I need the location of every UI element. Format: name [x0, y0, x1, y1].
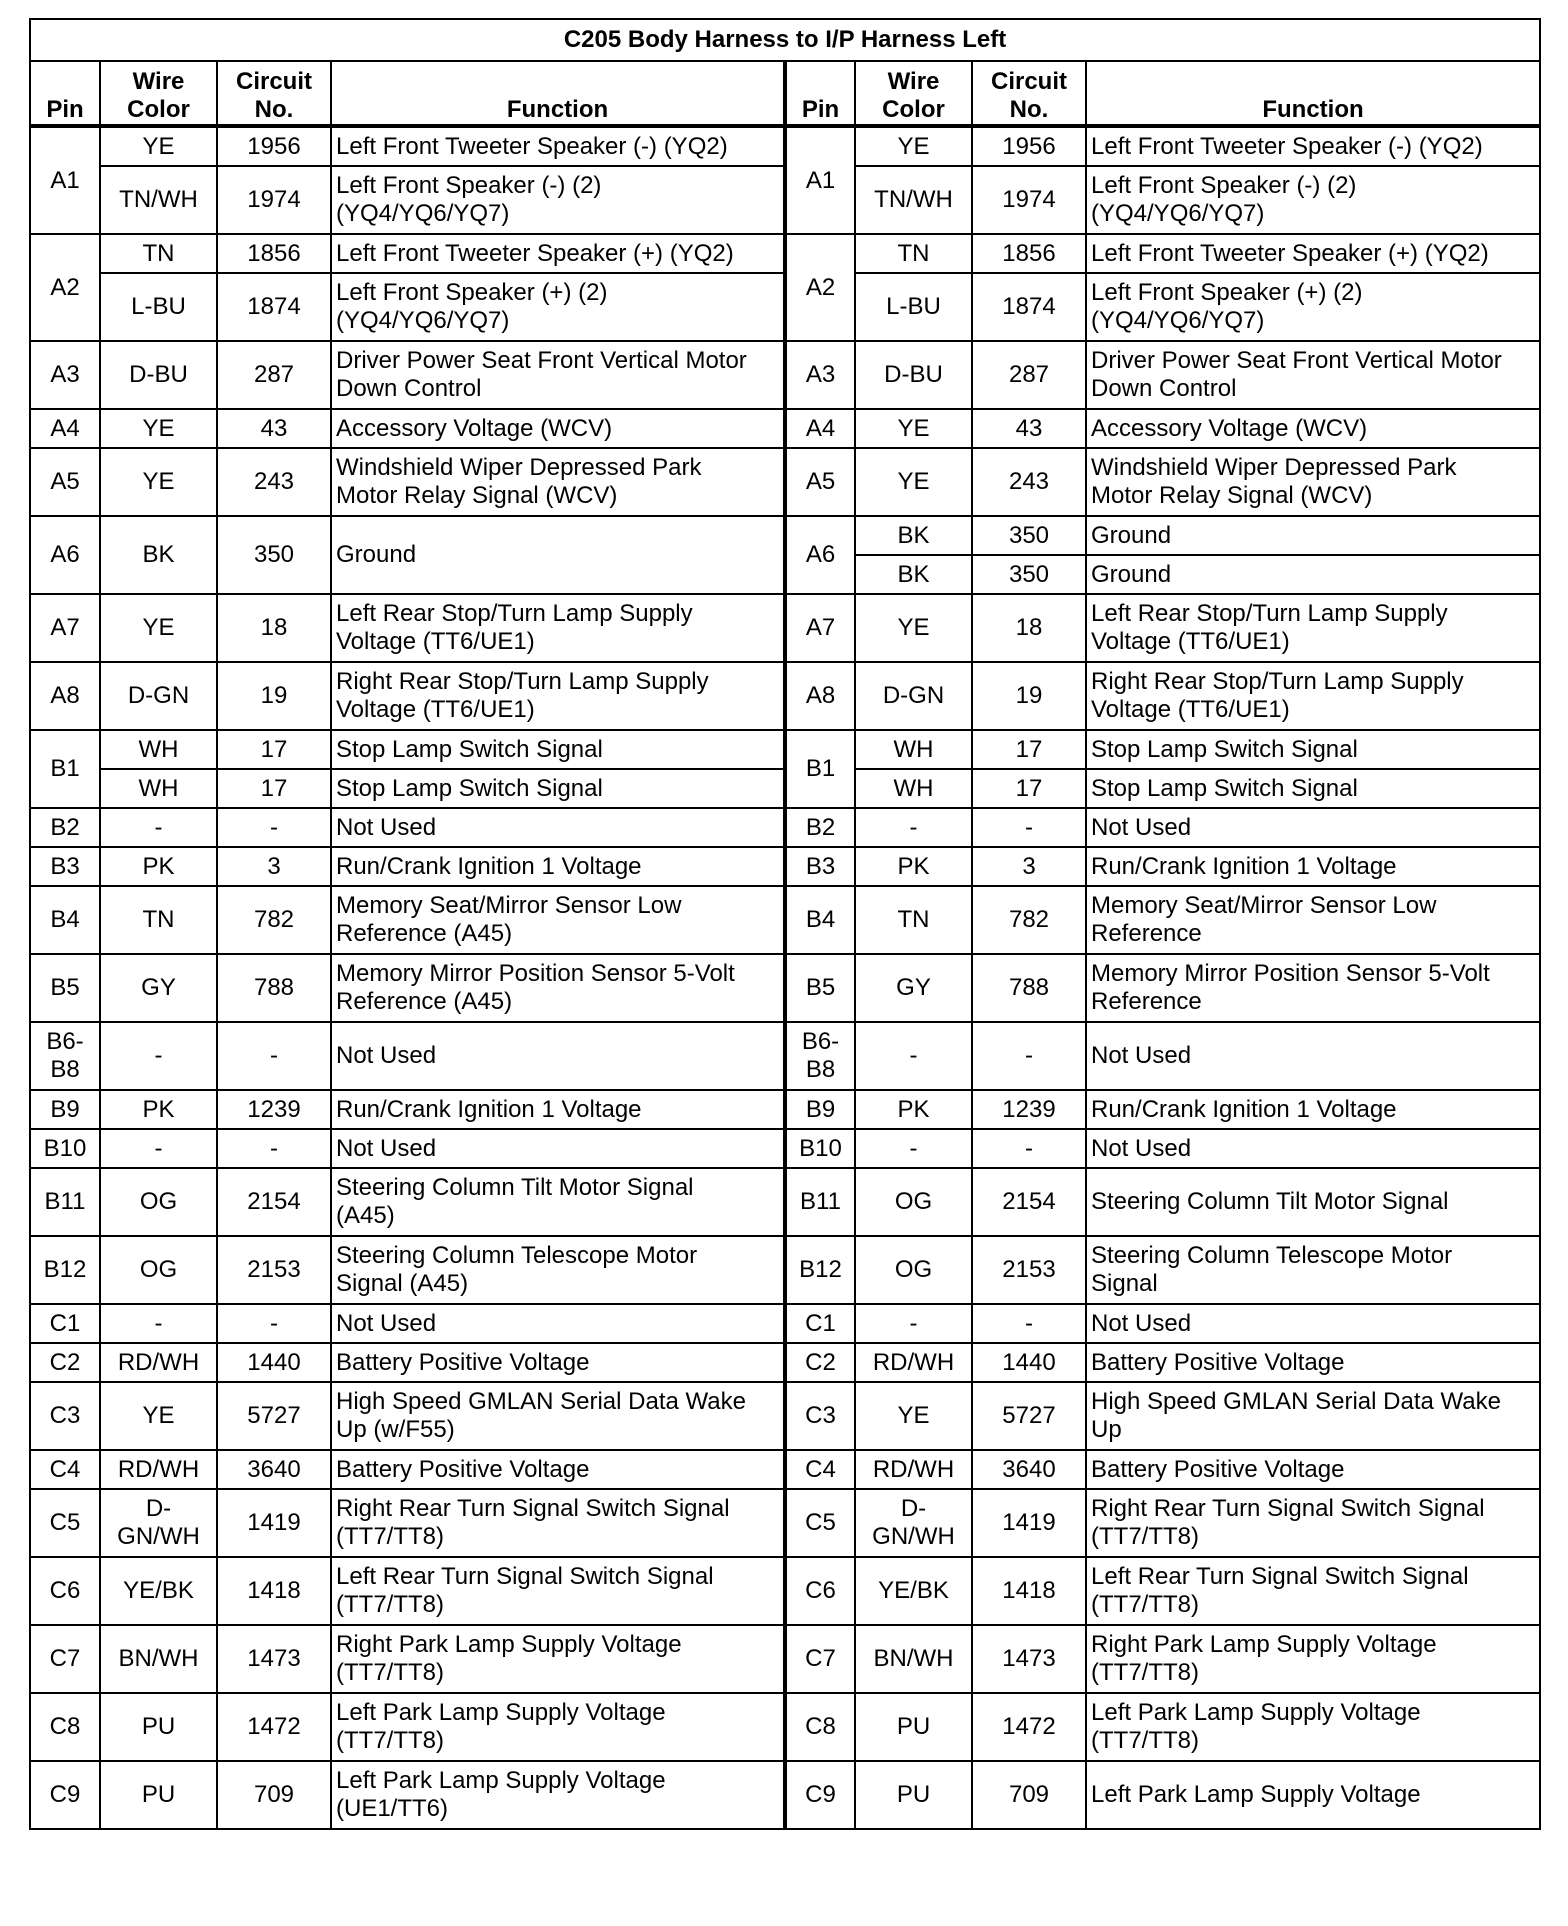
pin-cell: C6 [785, 1557, 855, 1625]
header-circuit-no: Circuit No. [972, 61, 1086, 126]
pin-cell: B1 [30, 730, 100, 808]
function-cell: Left Front Speaker (+) (2) (YQ4/YQ6/YQ7) [331, 273, 785, 341]
wire-color-cell: BN/WH [100, 1625, 217, 1693]
wire-color-cell: - [855, 1304, 972, 1343]
wire-color-cell: TN [855, 234, 972, 273]
table-row [30, 886, 1540, 954]
table-title: C205 Body Harness to I/P Harness Left [30, 19, 1540, 61]
wire-color-cell: L-BU [100, 273, 217, 341]
wire-color-cell: PU [100, 1693, 217, 1761]
circuit-number-cell: 709 [972, 1761, 1086, 1829]
circuit-number-cell: 1472 [972, 1693, 1086, 1761]
function-cell: Right Rear Stop/Turn Lamp Supply Voltage (TT6/UE1) [1086, 662, 1540, 730]
pin-cell: A3 [785, 341, 855, 409]
header-wire-color: Wire Color [855, 61, 972, 126]
wire-color-cell: PK [100, 1090, 217, 1129]
circuit-number-cell: 1440 [217, 1343, 331, 1382]
pin-cell: B5 [785, 954, 855, 1022]
circuit-number-cell: 1956 [972, 126, 1086, 166]
function-cell: Left Park Lamp Supply Voltage (TT7/TT8) [331, 1693, 785, 1761]
pin-cell: B1 [785, 730, 855, 808]
table-body [30, 126, 1540, 1829]
table-row [30, 1022, 1540, 1090]
pin-cell: A6 [30, 516, 100, 594]
function-cell: Left Front Tweeter Speaker (-) (YQ2) [1086, 126, 1540, 166]
wire-color-cell: WH [855, 769, 972, 808]
circuit-number-cell: 19 [217, 662, 331, 730]
pin-cell: A3 [30, 341, 100, 409]
function-cell: Not Used [1086, 1304, 1540, 1343]
pin-cell: B2 [785, 808, 855, 847]
table-row [30, 516, 1540, 555]
wire-color-cell: D-BU [100, 341, 217, 409]
wire-color-cell: - [100, 808, 217, 847]
table-row [30, 448, 1540, 516]
wire-color-cell: RD/WH [855, 1343, 972, 1382]
wire-color-cell: OG [100, 1168, 217, 1236]
circuit-number-cell: 1856 [217, 234, 331, 273]
function-cell: Not Used [1086, 808, 1540, 847]
function-cell: Run/Crank Ignition 1 Voltage [331, 847, 785, 886]
circuit-number-cell: - [217, 1304, 331, 1343]
circuit-number-cell: 1418 [217, 1557, 331, 1625]
function-cell: Not Used [331, 1129, 785, 1168]
function-cell: Left Park Lamp Supply Voltage [1086, 1761, 1540, 1829]
pin-cell: B11 [30, 1168, 100, 1236]
wire-color-cell: YE [100, 409, 217, 448]
function-cell: Ground [1086, 516, 1540, 555]
table-row [30, 409, 1540, 448]
function-cell: Memory Seat/Mirror Sensor Low Reference [1086, 886, 1540, 954]
circuit-number-cell: 1974 [217, 166, 331, 234]
function-cell: Windshield Wiper Depressed Park Motor Relay Signal (WCV) [1086, 448, 1540, 516]
circuit-number-cell: 1440 [972, 1343, 1086, 1382]
wire-color-cell: YE [855, 409, 972, 448]
wire-color-cell: D-GN [100, 662, 217, 730]
function-cell: Left Front Tweeter Speaker (-) (YQ2) [331, 126, 785, 166]
pin-cell: A8 [30, 662, 100, 730]
wire-color-cell: PK [100, 847, 217, 886]
pin-cell: A2 [785, 234, 855, 341]
pin-cell: B9 [30, 1090, 100, 1129]
circuit-number-cell: - [972, 1022, 1086, 1090]
function-cell: Left Front Speaker (+) (2) (YQ4/YQ6/YQ7) [1086, 273, 1540, 341]
wire-color-cell: YE [100, 1382, 217, 1450]
wire-color-cell: D-BU [855, 341, 972, 409]
wire-color-cell: L-BU [855, 273, 972, 341]
pin-cell: C3 [30, 1382, 100, 1450]
circuit-number-cell: 287 [217, 341, 331, 409]
header-circuit-no: Circuit No. [217, 61, 331, 126]
wire-color-cell: - [855, 1022, 972, 1090]
pin-cell: A2 [30, 234, 100, 341]
pin-cell: C2 [785, 1343, 855, 1382]
wire-color-cell: BK [855, 516, 972, 555]
function-cell: Steering Column Telescope Motor Signal [1086, 1236, 1540, 1304]
wire-color-cell: PK [855, 1090, 972, 1129]
function-cell: Windshield Wiper Depressed Park Motor Relay Signal (WCV) [331, 448, 785, 516]
pin-cell: B2 [30, 808, 100, 847]
wire-color-cell: YE [100, 448, 217, 516]
table-row [30, 1236, 1540, 1304]
pin-cell: A1 [30, 126, 100, 234]
circuit-number-cell: 17 [972, 730, 1086, 769]
circuit-number-cell: 1974 [972, 166, 1086, 234]
wire-color-cell: OG [855, 1236, 972, 1304]
circuit-number-cell: - [217, 1129, 331, 1168]
pin-cell: B3 [785, 847, 855, 886]
circuit-number-cell: - [972, 1304, 1086, 1343]
function-cell: Battery Positive Voltage [1086, 1343, 1540, 1382]
pin-cell: C1 [30, 1304, 100, 1343]
pin-cell: C1 [785, 1304, 855, 1343]
function-cell: High Speed GMLAN Serial Data Wake Up [1086, 1382, 1540, 1450]
table-row [30, 1761, 1540, 1829]
function-cell: Memory Mirror Position Sensor 5-Volt Reference [1086, 954, 1540, 1022]
wire-color-cell: WH [855, 730, 972, 769]
function-cell: Left Front Tweeter Speaker (+) (YQ2) [1086, 234, 1540, 273]
wire-color-cell: BK [855, 555, 972, 594]
table-row [30, 730, 1540, 769]
pin-cell: C5 [30, 1489, 100, 1557]
pin-cell: C3 [785, 1382, 855, 1450]
circuit-number-cell: 43 [217, 409, 331, 448]
pin-cell: B6- B8 [30, 1022, 100, 1090]
table-row [30, 234, 1540, 273]
circuit-number-cell: 2153 [217, 1236, 331, 1304]
pin-cell: A7 [30, 594, 100, 662]
header-function: Function [331, 61, 785, 126]
pin-cell: B3 [30, 847, 100, 886]
wire-color-cell: TN [100, 886, 217, 954]
circuit-number-cell: 17 [217, 730, 331, 769]
circuit-number-cell: 17 [217, 769, 331, 808]
function-cell: Memory Mirror Position Sensor 5-Volt Reference (A45) [331, 954, 785, 1022]
pin-cell: B5 [30, 954, 100, 1022]
pin-cell: B4 [785, 886, 855, 954]
circuit-number-cell: 5727 [217, 1382, 331, 1450]
pin-cell: C9 [785, 1761, 855, 1829]
wire-color-cell: GY [100, 954, 217, 1022]
pin-cell: C9 [30, 1761, 100, 1829]
header-function: Function [1086, 61, 1540, 126]
circuit-number-cell: 5727 [972, 1382, 1086, 1450]
function-cell: Not Used [331, 1304, 785, 1343]
circuit-number-cell: 782 [217, 886, 331, 954]
wire-color-cell: YE [855, 594, 972, 662]
wire-color-cell: YE [100, 126, 217, 166]
table-row [30, 126, 1540, 166]
function-cell: Ground [331, 516, 785, 594]
circuit-number-cell: 1874 [217, 273, 331, 341]
wire-color-cell: PK [855, 847, 972, 886]
function-cell: Steering Column Tilt Motor Signal [1086, 1168, 1540, 1236]
function-cell: Right Park Lamp Supply Voltage (TT7/TT8) [331, 1625, 785, 1693]
table-row [30, 1450, 1540, 1489]
wire-color-cell: - [100, 1022, 217, 1090]
function-cell: Right Rear Turn Signal Switch Signal (TT7/TT8) [331, 1489, 785, 1557]
table-row [30, 1382, 1540, 1450]
function-cell: Steering Column Telescope Motor Signal (A45) [331, 1236, 785, 1304]
circuit-number-cell: 2154 [217, 1168, 331, 1236]
wire-color-cell: RD/WH [855, 1450, 972, 1489]
circuit-number-cell: 287 [972, 341, 1086, 409]
function-cell: Not Used [331, 808, 785, 847]
circuit-number-cell: 1856 [972, 234, 1086, 273]
circuit-number-cell: 350 [217, 516, 331, 594]
pin-cell: C2 [30, 1343, 100, 1382]
circuit-number-cell: 2153 [972, 1236, 1086, 1304]
pin-cell: C7 [785, 1625, 855, 1693]
circuit-number-cell: 1874 [972, 273, 1086, 341]
function-cell: Ground [1086, 555, 1540, 594]
function-cell: Run/Crank Ignition 1 Voltage [1086, 1090, 1540, 1129]
circuit-number-cell: 350 [972, 555, 1086, 594]
function-cell: Stop Lamp Switch Signal [1086, 769, 1540, 808]
table-row [30, 1343, 1540, 1382]
function-cell: Battery Positive Voltage [331, 1343, 785, 1382]
function-cell: Left Rear Turn Signal Switch Signal (TT7/TT8) [1086, 1557, 1540, 1625]
circuit-number-cell: 1239 [972, 1090, 1086, 1129]
table-row [30, 1304, 1540, 1343]
wire-color-cell: D- GN/WH [100, 1489, 217, 1557]
wire-color-cell: YE [855, 448, 972, 516]
circuit-number-cell: 1473 [972, 1625, 1086, 1693]
header-pin: Pin [785, 61, 855, 126]
circuit-number-cell: 3 [972, 847, 1086, 886]
header-pin: Pin [30, 61, 100, 126]
table-row [30, 847, 1540, 886]
pin-cell: A4 [30, 409, 100, 448]
wire-color-cell: YE [855, 1382, 972, 1450]
wire-color-cell: OG [855, 1168, 972, 1236]
function-cell: Not Used [331, 1022, 785, 1090]
table-row [30, 954, 1540, 1022]
circuit-number-cell: - [217, 808, 331, 847]
pin-cell: C6 [30, 1557, 100, 1625]
function-cell: High Speed GMLAN Serial Data Wake Up (w/F55) [331, 1382, 785, 1450]
circuit-number-cell: 788 [972, 954, 1086, 1022]
function-cell: Accessory Voltage (WCV) [331, 409, 785, 448]
wire-color-cell: YE/BK [100, 1557, 217, 1625]
circuit-number-cell: 243 [972, 448, 1086, 516]
wire-color-cell: - [100, 1129, 217, 1168]
function-cell: Not Used [1086, 1129, 1540, 1168]
function-cell: Left Rear Stop/Turn Lamp Supply Voltage (TT6/UE1) [1086, 594, 1540, 662]
function-cell: Run/Crank Ignition 1 Voltage [1086, 847, 1540, 886]
wire-color-cell: RD/WH [100, 1450, 217, 1489]
function-cell: Battery Positive Voltage [1086, 1450, 1540, 1489]
pin-cell: A7 [785, 594, 855, 662]
wire-color-cell: - [100, 1304, 217, 1343]
wire-color-cell: PU [855, 1693, 972, 1761]
circuit-number-cell: 243 [217, 448, 331, 516]
function-cell: Right Rear Turn Signal Switch Signal (TT7/TT8) [1086, 1489, 1540, 1557]
circuit-number-cell: 1239 [217, 1090, 331, 1129]
function-cell: Left Park Lamp Supply Voltage (UE1/TT6) [331, 1761, 785, 1829]
pin-cell: C4 [30, 1450, 100, 1489]
document-page [29, 18, 1541, 1830]
pin-cell: A6 [785, 516, 855, 594]
wire-color-cell: OG [100, 1236, 217, 1304]
pin-cell: A5 [30, 448, 100, 516]
pin-cell: C8 [785, 1693, 855, 1761]
circuit-number-cell: 43 [972, 409, 1086, 448]
pin-cell: C7 [30, 1625, 100, 1693]
function-cell: Left Front Tweeter Speaker (+) (YQ2) [331, 234, 785, 273]
circuit-number-cell: 19 [972, 662, 1086, 730]
circuit-number-cell: 18 [972, 594, 1086, 662]
circuit-number-cell: 1418 [972, 1557, 1086, 1625]
function-cell: Battery Positive Voltage [331, 1450, 785, 1489]
function-cell: Driver Power Seat Front Vertical Motor Down Control [331, 341, 785, 409]
circuit-number-cell: 1472 [217, 1693, 331, 1761]
wire-color-cell: TN [855, 886, 972, 954]
table-row [30, 1693, 1540, 1761]
function-cell: Left Rear Turn Signal Switch Signal (TT7/TT8) [331, 1557, 785, 1625]
circuit-number-cell: 17 [972, 769, 1086, 808]
pin-cell: B4 [30, 886, 100, 954]
function-cell: Left Front Speaker (-) (2) (YQ4/YQ6/YQ7) [331, 166, 785, 234]
wire-color-cell: YE [855, 126, 972, 166]
function-cell: Driver Power Seat Front Vertical Motor Down Control [1086, 341, 1540, 409]
function-cell: Steering Column Tilt Motor Signal (A45) [331, 1168, 785, 1236]
function-cell: Run/Crank Ignition 1 Voltage [331, 1090, 785, 1129]
table-row [30, 808, 1540, 847]
wire-color-cell: RD/WH [100, 1343, 217, 1382]
pin-cell: B12 [785, 1236, 855, 1304]
function-cell: Right Park Lamp Supply Voltage (TT7/TT8) [1086, 1625, 1540, 1693]
circuit-number-cell: 3640 [217, 1450, 331, 1489]
table-row [30, 1168, 1540, 1236]
header-row [30, 61, 1540, 126]
table-row [30, 1625, 1540, 1693]
circuit-number-cell: 709 [217, 1761, 331, 1829]
pin-cell: A1 [785, 126, 855, 234]
pin-cell: B12 [30, 1236, 100, 1304]
circuit-number-cell: 2154 [972, 1168, 1086, 1236]
wire-color-cell: PU [855, 1761, 972, 1829]
wire-color-cell: TN/WH [855, 166, 972, 234]
table-row [30, 1129, 1540, 1168]
pin-cell: B10 [785, 1129, 855, 1168]
table-row [30, 341, 1540, 409]
connector-pinout-table [29, 18, 1541, 1830]
circuit-number-cell: 788 [217, 954, 331, 1022]
circuit-number-cell: 3640 [972, 1450, 1086, 1489]
function-cell: Stop Lamp Switch Signal [331, 769, 785, 808]
wire-color-cell: YE [100, 594, 217, 662]
wire-color-cell: TN [100, 234, 217, 273]
wire-color-cell: - [855, 1129, 972, 1168]
wire-color-cell: - [855, 808, 972, 847]
circuit-number-cell: 3 [217, 847, 331, 886]
pin-cell: B9 [785, 1090, 855, 1129]
function-cell: Left Rear Stop/Turn Lamp Supply Voltage (TT6/UE1) [331, 594, 785, 662]
function-cell: Stop Lamp Switch Signal [1086, 730, 1540, 769]
wire-color-cell: BN/WH [855, 1625, 972, 1693]
circuit-number-cell: 18 [217, 594, 331, 662]
function-cell: Not Used [1086, 1022, 1540, 1090]
wire-color-cell: D- GN/WH [855, 1489, 972, 1557]
function-cell: Right Rear Stop/Turn Lamp Supply Voltage (TT6/UE1) [331, 662, 785, 730]
wire-color-cell: WH [100, 769, 217, 808]
function-cell: Left Park Lamp Supply Voltage (TT7/TT8) [1086, 1693, 1540, 1761]
circuit-number-cell: - [217, 1022, 331, 1090]
table-row [30, 1557, 1540, 1625]
wire-color-cell: BK [100, 516, 217, 594]
header-wire-color: Wire Color [100, 61, 217, 126]
circuit-number-cell: 1419 [217, 1489, 331, 1557]
wire-color-cell: WH [100, 730, 217, 769]
pin-cell: B11 [785, 1168, 855, 1236]
wire-color-cell: PU [100, 1761, 217, 1829]
circuit-number-cell: 1473 [217, 1625, 331, 1693]
circuit-number-cell: 350 [972, 516, 1086, 555]
circuit-number-cell: 1419 [972, 1489, 1086, 1557]
pin-cell: B6- B8 [785, 1022, 855, 1090]
pin-cell: C8 [30, 1693, 100, 1761]
function-cell: Memory Seat/Mirror Sensor Low Reference (A45) [331, 886, 785, 954]
pin-cell: C4 [785, 1450, 855, 1489]
wire-color-cell: GY [855, 954, 972, 1022]
pin-cell: A5 [785, 448, 855, 516]
circuit-number-cell: - [972, 808, 1086, 847]
circuit-number-cell: - [972, 1129, 1086, 1168]
circuit-number-cell: 782 [972, 886, 1086, 954]
wire-color-cell: TN/WH [100, 166, 217, 234]
function-cell: Accessory Voltage (WCV) [1086, 409, 1540, 448]
wire-color-cell: D-GN [855, 662, 972, 730]
table-row [30, 1489, 1540, 1557]
table-row [30, 662, 1540, 730]
pin-cell: C5 [785, 1489, 855, 1557]
table-row [30, 594, 1540, 662]
function-cell: Left Front Speaker (-) (2) (YQ4/YQ6/YQ7) [1086, 166, 1540, 234]
circuit-number-cell: 1956 [217, 126, 331, 166]
pin-cell: A8 [785, 662, 855, 730]
pin-cell: B10 [30, 1129, 100, 1168]
wire-color-cell: YE/BK [855, 1557, 972, 1625]
function-cell: Stop Lamp Switch Signal [331, 730, 785, 769]
pin-cell: A4 [785, 409, 855, 448]
table-row [30, 1090, 1540, 1129]
